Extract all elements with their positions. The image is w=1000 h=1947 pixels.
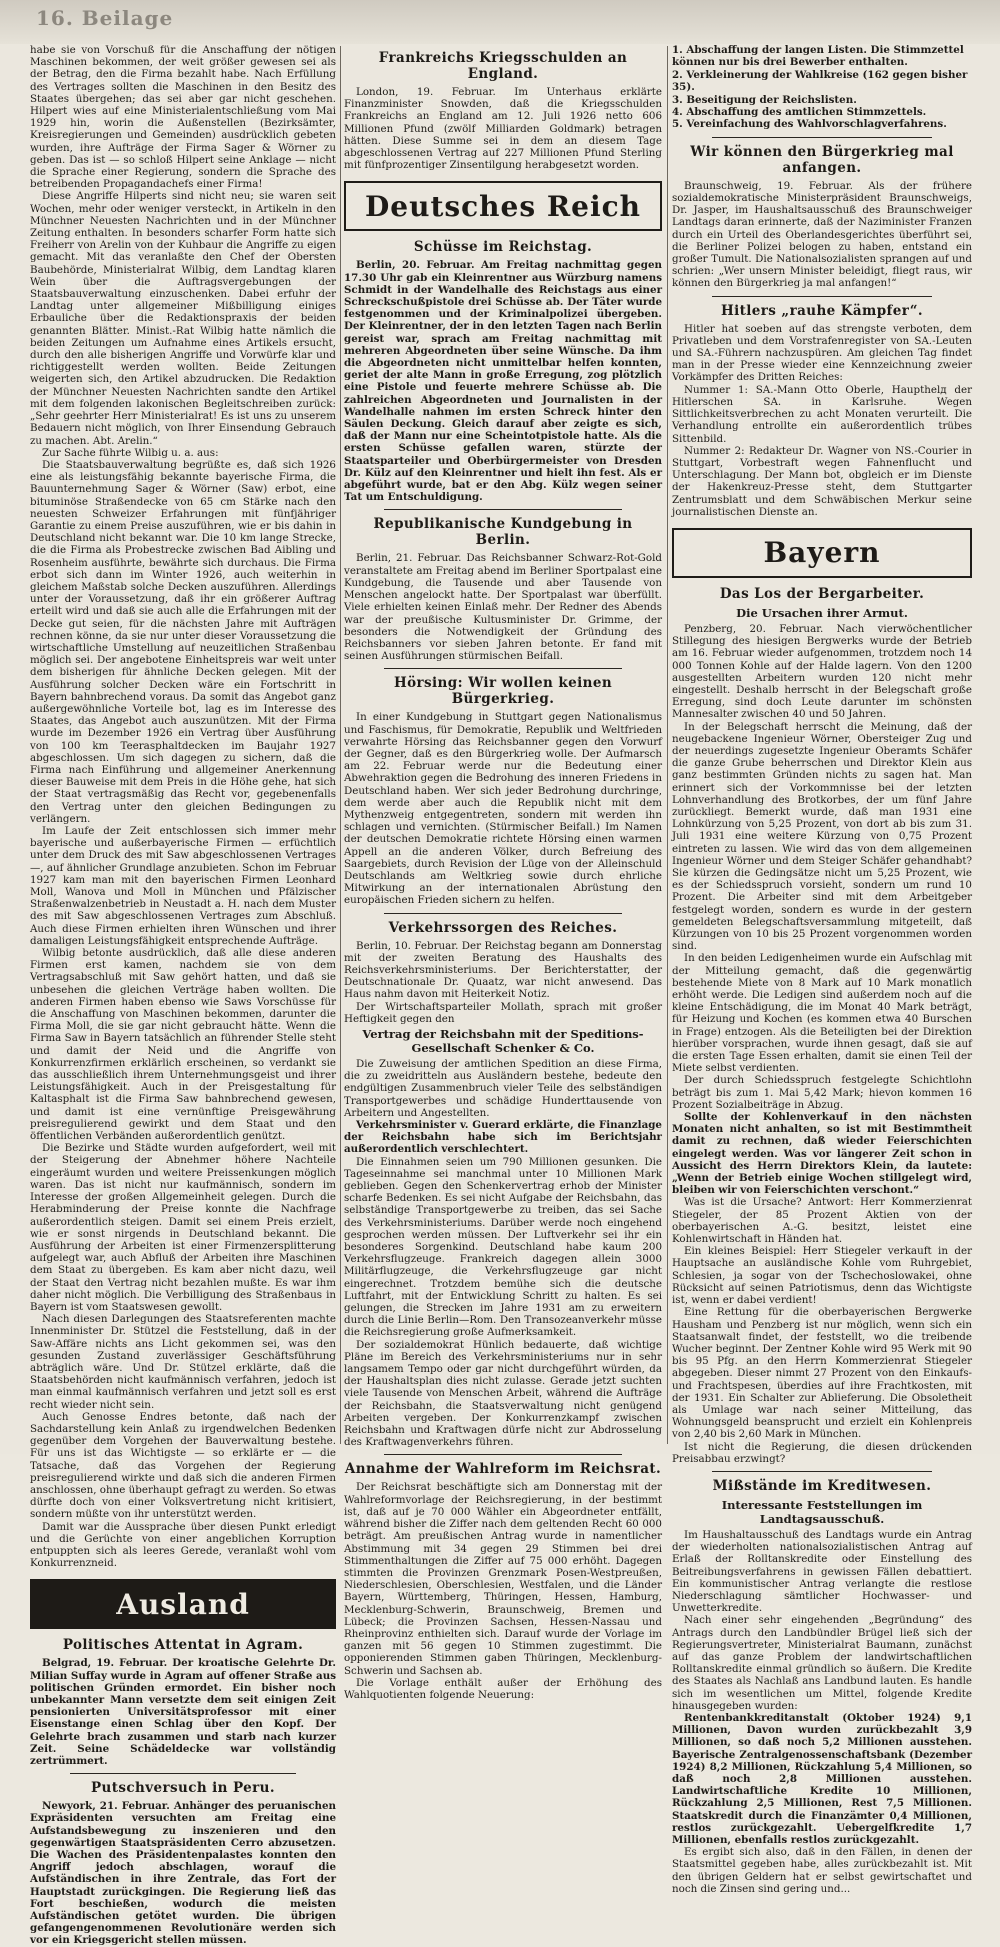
column-rule-2 xyxy=(667,46,668,1444)
paragraph: Nach diesen Darlegungen des Staatsreferenten machte Innenminister Dr. Stützel die Feststellung, daß in der Saw-Affäre nichts ans Licht gekommen sei, was den gesunden Zustand zuverlässiger Geschäftsführung abträglich wäre. Und Dr. Stützel erklärte, daß die Staatsbehörden nicht kaufmännisch verfahren, jedoch ist man einmal kaufmännisch verfahren und jetzt soll es erst recht wieder nicht sein. xyxy=(30,1313,336,1411)
paragraph: Auch Genosse Endres betonte, daß nach der Sachdarstellung kein Anlaß zu irgendwelchen Bedenken gegenüber dem Vorgehen der Bauverwaltung bestehe. Für uns ist das Wichtigste — so erklärte er — die Tatsache, daß das Vorgehen der Regierung preisregulierend wirkte und daß sich die anderen Firmen anschlossen, ohne überhaupt gefragt zu werden. So etwas dürfte doch von einer Volksvertretung nicht kritisiert, sondern müßte von ihr unterstützt werden. xyxy=(30,1410,336,1521)
section-heading-deutsches-reich: Deutsches Reich xyxy=(344,181,662,231)
headline-buergerkrieg: Wir können den Bürgerkrieg mal anfangen. xyxy=(690,143,954,176)
list-item: 4. Abschaffung des amtlichen Stimmzettels. xyxy=(672,106,927,119)
hoersing-article xyxy=(344,711,662,906)
headline-bergarbeiter: Das Los der Bergarbeiter. xyxy=(719,585,925,602)
subheadline-ursachen: Die Ursachen ihrer Armut. xyxy=(736,605,908,620)
paragraph: Die Vorlage enthält außer der Erhöhung des Wahlquotienten folgende Neuerung: xyxy=(344,1676,662,1701)
paragraph: Der Reichsrat beschäftigte sich am Donnerstag mit der Wahlreformvorlage der Reichsregierung, in der bestimmt ist, daß auf je 70 000 Wähler ein Abgeordneter entfällt, während bisher die Ziffer nach dem geltenden Recht 60 000 beträgt. Am preußischen Antrag wurde in namentlicher Abstimmung mit 34 gegen 29 Stimmen bei drei Stimmenthaltungen die Ziffer auf 75 000 erhöht. Dagegen stimmten die Provinzen Grenzmark Posen-Westpreußen, Niederschlesien, Oberschlesien, Westfalen, und die Länder Bayern, Württemberg, Thüringen, Hessen, Hamburg, Mecklenburg-Schwerin, Braunschweig, Bremen und Lübeck; die Provinzen Sachsen, Hessen-Nassau und Rheinprovinz enthielten sich. Darauf wurde der Vorlage im ganzen mit 56 gegen 10 Stimmen zugestimmt. Die opponierenden Stimmen gaben Thüringen, Mecklenburg-Schwerin und Sachsen ab. xyxy=(344,1481,662,1677)
paragraph: Der Wirtschaftsparteiler Mollath, sprach mit großer Heftigkeit gegen den xyxy=(344,1000,662,1025)
list-item: 3. Beseitigung der Reichslisten. xyxy=(672,93,857,106)
paragraph: London, 19. Februar. Im Unterhaus erklärte Finanzminister Snowden, daß die Kriegsschulden Frankreichs an England am 12. Juli 1926 netto 606 Millionen Pfund (zwölf Milliarden Goldmark) betragen hätten. Diese Summe sei in dem an diesem Tage abgeschlossenen Vertrag auf 227 Millionen Pfund Sterling mit fünfprozentiger Zinsentilgung herabgesetzt worden. xyxy=(344,86,662,172)
paragraph: In den beiden Ledigenheimen wurde ein Aufschlag mit der Mitteilung gemacht, daß die gegenwärtig bestehende Miete von 8 Mark auf 10 Mark monatlich erhöht werde. Die Ledigen sind außerdem noch auf die kleine Entschädigung, die im Monat 40 Mark beträgt, für Heizung und Kochen (es kommen etwa 40 Burschen in Frage) entzogen. Als die Beteiligten bei der Direktion hierüber vorsprachen, wurde ihnen gesagt, daß sie auf die ersten Tage Essen erhalten, damit sie einen Teil der Miete selbst verdienten. xyxy=(672,952,972,1075)
paragraph: Sollte der Kohlenverkauf in den nächsten Monaten nicht anhalten, so ist mit Bestimmtheit damit zu rechnen, daß wieder Feierschichten eingelegt werden. Was vor längerer Zeit schon in Aussicht des Herrn Direktors Klein, da lautete: „Wenn der Betrieb einige Wochen stillgelegt wird, bleiben wir von Feierschichten verschont.“ xyxy=(672,1111,972,1197)
peru-article xyxy=(30,1800,336,1946)
headline-agram: Politisches Attentat in Agram. xyxy=(62,1637,304,1654)
headline-kreditwesen: Mißstände im Kreditwesen. xyxy=(712,1477,932,1494)
paragraph: Wilbig betonte ausdrücklich, daß alle diese anderen Firmen erst kamen, nachdem sie von dem Vertragsabschluß mit Saw gehört hatten, und daß sie unbesehen die gleichen Verträge haben wollten. Die anderen Firmen haben ebenso wie Saws Vorschüsse für die Anschaffung von Maschinen bekommen, darunter die Firma Moll, die sie gar nicht gebraucht hätte. Wenn die Firma Saw in Bayern tatsächlich an führender Stelle steht und damit der Neid und die Angriffe von Konkurrenzfirmen erklärlich erscheinen, so verdankt sie das ausschließlich ihrem Unternehmungsgeist und ihrer Leistungsfähigkeit. Auch in der Preisgestaltung für Kaltasphalt ist die Firma Saw bahnbrechend gewesen, und damit ist eine vernünftige Preisgewährung preisregulierend gewirkt und dem Staat und den öffentlichen Verbänden außerordentlich genützt. xyxy=(30,947,336,1143)
section-heading-ausland: Ausland xyxy=(30,1579,336,1629)
divider xyxy=(384,509,622,510)
subheadline-feststellungen: Interessante Feststellungen im Landtagsausschuß. xyxy=(721,1497,923,1526)
kundgebung-article xyxy=(344,552,662,662)
page-top-strip xyxy=(0,0,1000,44)
paragraph: Hitler hat soeben auf das strengste verboten, dem Privatleben und dem Vorstrafenregister von SA.-Leuten und SA.-Führern nachzuspüren. Am gleichen Tag findet man in der Presse wieder eine Kennzeichnung zweier Vorkämpfer des Dritten Reiches: xyxy=(672,322,972,384)
headline-kaempfer: Hitlers „rauhe Kämpfer“. xyxy=(720,302,924,319)
paragraph: Die Staatsbauverwaltung begrüßte es, daß sich 1926 eine als leistungsfähig bekannte bayerische Firma, die Bauunternehmung Sager & Wörner (Saw) erbot, eine bituminöse Straßendecke von 65 cm Stärke nach den neuesten Schweizer Erfahrungen mit fünfjähriger Garantie zu einem Preise auszuführen, wie er bis dahin in Deutschland nicht bekannt war. Die 10 km lange Strecke, die die Firma als Probestrecke zwischen Bad Aibling und Rosenheim ausführte, bewährte sich durchaus. Die Firma erbot sich dann im Winter 1926, auch weiterhin in gleichem Maßstab solche Decken auszuführen. Allerdings unter der Voraussetzung, daß ihr ein größerer Auftrag erteilt wird und daß sie auch alle die Erfahrungen mit der Decke gut seien, für die nächsten Jahre mit Aufträgen rechnen könne, da sie nur unter dieser Voraussetzung die wirtschaftliche Umstellung auf neuzeitlichen Straßenbau möglich sei. Der angebotene Einheitspreis war weit unter dem bisherigen für ähnliche Decken gelegen. Mit der Ausführung solcher Decken wäre ein Fortschritt in Bayern bahnbrechend voraus. Da somit das Angebot ganz außergewöhnliche Vorteile bot, lag es im Interesse des Staates, das Angebot auch auszunützen. Mit der Firma wurde im Dezember 1926 ein Vertrag über Ausführung von 100 km Teerasphaltdecken im Baujahr 1927 abgeschlossen. Um sich dagegen zu sichern, daß die Firma nach Einführung und allgemeiner Anerkennung dieser Bauweise mit dem Preis in die Höhe gehe, hat sich der Staat vertragsmäßig das Recht vor, gegebenenfalls den Vertrag unter den gleichen Bedingungen zu verlängern. xyxy=(30,458,336,825)
paragraph: Nach einer sehr eingehenden „Begründung“ des Antrags durch den Landbündler Brügel ließ sich der Regierungsvertreter, Ministerialrat Baumann, zunächst auf das ganze Problem der landwirtschaftlichen Rolltanskredite einmal gründlich so äußern. Die Kredite des Staates als Nachlaß ans Landbund lauten. Es handle sich im wesentlichen um Mittel, folgende Kredite hinausgegeben wurden: xyxy=(672,1614,972,1712)
paragraph: Eine Rettung für die oberbayerischen Bergwerke Hausham und Penzberg ist nur möglich, wenn sich ein Staatsanwalt findet, der feststellt, wo die treibende Wucher beginnt. Der Zentner Kohle wird 95 Werk mit 90 bis 95 Pfg. an den Herrn Kommerzienrat Stiegeler abgegeben. Dieser nimmt 27 Prozent von den Einkaufs- und Frachtspesen, überdies auf ihre Frachtkosten, mit der 1931. Ein Schalter zur Ablieferung. Die Obsoletheit als Umlage war nach seiner Mitteilung, das Wohnungsgeld beansprucht und erzielt ein Kohlenpreis von 2,40 bis 2,60 Mark in München. xyxy=(672,1306,972,1441)
paragraph: Der durch Schiedsspruch festgelegte Schichtlohn beträgt bis zum 1. Mai 5,42 Mark; hievon kommen 16 Prozent Sozialbeiträge in Abzug. xyxy=(672,1074,972,1111)
column-rule-1 xyxy=(340,46,341,1444)
paragraph: Penzberg, 20. Februar. Nach vierwöchentlicher Stillegung des hiesigen Bergwerks wurde der Betrieb am 16. Februar wieder aufgenommen, trotzdem noch 14 000 Tonnen Kohle auf der Halde lagern. Von den 1200 ausgestellten Arbeitern wurden 120 nicht mehr eingestellt. Deshalb herrscht in der Belegschaft große Erregung, sind doch Leute darunter im schönsten Mannesalter zwischen 40 und 50 Jahren. xyxy=(672,622,972,721)
verkehr-article-cont xyxy=(344,1058,662,1449)
paragraph: Es ergibt sich also, daß in den Fällen, in denen der Staatsmittel gegeben habe, alles zurückbezahlt ist. Mit den übrigen Geldern hat er selbst gewirtschaftet und noch die Zinsen sind gering und... xyxy=(672,1846,972,1895)
list-item: 2. Verkleinerung der Wahlkreise (162 gegen bisher 35). xyxy=(672,68,968,94)
wahlreform-list xyxy=(672,44,972,131)
paragraph: Zur Sache führte Wilbig u. a. aus: xyxy=(42,446,219,459)
verkehr-article xyxy=(344,940,662,1025)
kreditwesen-article xyxy=(672,1529,972,1895)
column-1 xyxy=(30,44,336,1947)
paragraph: Nummer 2: Redakteur Dr. Wagner von NS.-Courier in Stuttgart, Vorbestraft wegen Fahnenflucht und Unterschlagung. Der Mann bot, obgleich er im Dienste der Hakenkreuz-Presse steht, dem Stuttgarter Zentrumsblatt und dem Schwäbischen Merkur seine journalistischen Dienste an. xyxy=(672,444,972,518)
column-3 xyxy=(672,44,972,1895)
headline-peru: Putschversuch in Peru. xyxy=(91,1780,275,1797)
headline-england: Frankreichs Kriegsschulden an England. xyxy=(378,50,628,82)
divider xyxy=(712,296,932,297)
england-article xyxy=(344,86,662,171)
headline-wahlreform: Annahme der Wahlreform im Reichsrat. xyxy=(344,1461,662,1478)
paragraph: Ein kleines Beispiel: Herr Stiegeler verkauft in der Hauptsache an ausländische Kohle vom Ruhrgebiet, Schlesien, ja sogar von der Tschechoslowakei, ohne Rücksicht auf seinen Patriotismus, denn das Wichtigste ist, wenn er dabei verdient! xyxy=(672,1245,972,1307)
paragraph: Was ist die Ursache? Antwort: Herr Kommerzienrat Stiegeler, der 85 Prozent Aktien von der oberbayerischen A.-G. besitzt, leistet eine Kohlenwirtschaft in Händen hat. xyxy=(672,1196,972,1246)
paragraph: In der Belegschaft herrscht die Meinung, daß der neugebackene Ingenieur Wörner, Obersteiger Zug und der neuerdings zugesetzte Ingenieur Oberamts Schäfer die ganze Grube beherrschen und Direktor Klein aus ganz bestimmten Gründen nichts zu sagen hat. Man erinnert sich der Vorkommnisse bei der letzten Lohnverhandlung des Brotkorbes, der um fünf Jahre zurückliegt. Bemerkt wurde, daß man 1931 eine Lohnkürzung von 5,25 Prozent, von dort ab bis zum 31. Juli 1931 eine weitere Kürzung von 0,75 Prozent eintreten zu lassen. Wie wird das von dem allgemeinen Ingenieur Wörner und dem Steiger Schäfer gehandhabt? Sie kürzen die Gedingsätze nicht um 5,25 Prozent, wie es der Schiedsspruch vorsieht, sondern um rund 10 Prozent. Die Arbeiter sind mit dem Arbeitgeber festgelegt worden, sondern es wurde in der gestern gemeldeten Belegschaftsversammlung mitgeteilt, daß Kürzungen von 10 bis 25 Prozent vorgenommen worden sind. xyxy=(672,720,972,953)
agram-article xyxy=(30,1657,336,1767)
subheadline-schenker: Vertrag der Reichsbahn mit der Speditions-Gesellschaft Schenker & Co. xyxy=(362,1026,644,1055)
paragraph: Berlin, 10. Februar. Der Reichstag begann am Donnerstag mit der zweiten Beratung des Haushalts des Reichsverkehrsministeriums. Der Berichterstatter, der Deutschnationale Dr. Quaatz, war nicht anwesend. Das Haus nahm davon mit Heiterkeit Notiz. xyxy=(344,939,662,1001)
headline-kundgebung: Republikanische Kundgebung in Berlin. xyxy=(373,516,633,549)
wahlreform-article xyxy=(344,1481,662,1701)
paragraph: Newyork, 21. Februar. Anhänger des peruanischen Expräsidenten versuchten am Freitag eine Aufstandsbewegung zu inszenieren und den gegenwärtigen Staatspräsidenten Cerro abzusetzen. Die Wachen des Präsidentenpalastes konnten den Angriff jedoch abschlagen, worauf die Aufständischen in ihre Zentrale, das Fort der Hauptstadt zurückgingen. Die Regierung ließ das Fort beschießen, wodurch die meisten Aufständischen getötet wurden. Die übrigen gefangengenommenen Revolutionäre werden sich vor ein Kriegsgericht stellen müssen. xyxy=(30,1800,336,1947)
paragraph: Berlin, 21. Februar. Das Reichsbanner Schwarz-Rot-Gold veranstaltete am Freitag abend im Berliner Sportpalast eine Kundgebung, die Tausende und aber Tausende von Menschen angelockt hatte. Der Sportpalast war überfüllt. Viele erhielten keinen Einlaß mehr. Der Redner des Abends war der preußische Kultusminister Dr. Grimme, der besonders die Notwendigkeit der Gründung des Reichsbanners vor sieben Jahren betonte. Er fand mit seinen Ausführungen stürmischen Beifall. xyxy=(344,552,662,663)
paragraph: Im Haushaltausschuß des Landtags wurde ein Antrag der wiederholten nationalsozialistischen Antrag auf Erlaß der Rolltanskredite oder Einstellung des Beitreibungsverfahrens in gewissen Fällen debattiert. Ein kommunistischer Antrag verlangte die restlose Niederschlagung sämtlicher Hochwasser- und Unwetterkredite. xyxy=(672,1528,972,1615)
paragraph: Ist nicht die Regierung, die diesen drückenden Preisabbau erzwingt? xyxy=(672,1440,972,1465)
paragraph: Nummer 1: SA.-Mann Otto Oberle, Haupthelд der Hitlerschen SA. in Karlsruhe. Wegen Sittlichkeitsverbrechen zu acht Monaten verurteilt. Die Verhandlung entrollte ein außerordentlich trübes Sittenbild. xyxy=(672,383,972,445)
kaempfer-article xyxy=(672,323,972,518)
paragraph: Im Laufe der Zeit entschlossen sich immer mehr bayerische und außerbayerische Firmen — erfüchtlich unter dem Druck des mit Saw abgeschlossenen Vertrages —, auf ähnlicher Grundlage anzubieten. Schon im Februar 1927 kam man mit den bayerischen Firmen Leonhard Moll, Wanova und Moll in München und Pfälzischer Straßenwalzenbetrieb in Neustadt a. H. nach dem Muster des mit Saw abgeschlossenen Vertrages zum Abschluß. Auch diese Firmen erhielten ihren Wünschen und ihrer damaligen Leistungsfähigkeit entsprechende Aufträge. xyxy=(30,825,336,947)
buergerkrieg-article xyxy=(672,180,972,290)
paragraph: Verkehrsminister v. Guerard erklärte, die Finanzlage der Reichsbahn habe sich im Berichtsjahr außerordentlich verschlechtert. xyxy=(344,1119,662,1156)
headline-verkehr: Verkehrssorgen des Reiches. xyxy=(388,919,618,936)
headline-hoersing: Hörsing: Wir wollen keinen Bürgerkrieg. xyxy=(393,675,613,708)
running-head: 16. Beilage xyxy=(36,6,174,30)
paragraph: Die Einnahmen seien um 790 Millionen gesunken. Die Tageseinnahme sei manchmal unter 10 Millionen Mark geblieben. Gegen den Schenkervertrag erhob der Minister scharfe Bedenken. Es sei nicht Aufgabe der Reichsbahn, das selbständige Transportgewerbe zu treiben, das sei Sache des Verkehrsministeriums. Darüber werde noch eingehend gesprochen werden müssen. Der Luftverkehr sei ihr ein besonderes Sorgenkind. Deutschland habe kaum 200 Verkehrsflugzeuge. Frankreich dagegen allein 3000 Militärflugzeuge, die Verkehrsflugzeuge gar nicht eingerechnet. Trotzdem bemühe sich die deutsche Luftfahrt, mit der Entwicklung Schritt zu halten. Es sei gelungen, die Strecken im Jahre 1931 am zu erweitern durch die Linie Berlin—Rom. Den Transozeanverkehr müsse die Reichsregierung große Aufmerksamkeit. xyxy=(344,1155,662,1339)
saw-article-body xyxy=(30,44,336,1569)
paragraph: In einer Kundgebung in Stuttgart gegen Nationalismus und Faschismus, für Demokratie, Republik und Weltfrieden verwahrte Hörsing das Reichsbanner gegen den Vorwurf der Gegner, daß es den Bürgerkrieg wolle. Der Aufmarsch am 22. Februar werde nur die Bedeutung einer Abwehraktion gegen die Bedrohung des inneren Friedens in Deutschland haben. Wer sich jeder Bedrohung durchringe, dem werde aber auch die Republik nicht mit dem Mythenzweig entgegentreten, sondern mit werden ihn schlagen und vernichten. (Stürmischer Beifall.) Im Namen der deutschen Demokratie richtete Hörsing einen warmen Appell an die anderen Völker, durch Befreiung des Saargebiets, durch Revision der Lüge von der Alleinschuld Deutschlands am Weltkrieg sowie durch ehrliche Mitwirkung an der internationalen Abrüstung den europäischen Frieden sichern zu helfen. xyxy=(344,711,662,907)
paragraph: Belgrad, 19. Februar. Der kroatische Gelehrte Dr. Milian Suffay wurde in Agram auf offener Straße aus politischen Gründen ermordet. Ein bisher noch unbekannter Mann versetzte dem seit einigen Zeit pensionierten Universitätsprofessor mit einer Eisenstange einen Schlag über den Kopf. Der Gelehrte brach zusammen und starb nach kurzer Zeit. Seine Schädeldecke war vollständig zertrümmert. xyxy=(30,1657,336,1768)
divider xyxy=(384,913,622,914)
section-heading-bayern: Bayern xyxy=(672,528,972,578)
headline-schuesse: Schüsse im Reichstag. xyxy=(413,239,593,256)
divider xyxy=(712,1471,932,1472)
divider xyxy=(712,137,932,138)
divider xyxy=(384,1454,622,1455)
paragraph: Die Bezirke und Städte wurden aufgefordert, weil mit der Steigerung der Abnehmer höhere Nachteile eingeräumt wurden und weitere Preissenkungen möglich waren. Das ist nicht nur kaufmännisch, sondern im Interesse der großen Allgemeinheit gelegen. Durch die Herabminderung der Preise konnte die Nachfrage außerordentlich steigen. Damit sei einem Preis erzielt, wie er sonst nirgends in Deutschland bekannt. Die Ausführung der Arbeiten ist einer Firmenzersplitterung aufgelegt war, auch Abfluß der Arbeiten ihre Maschinen dem Staat zu übergeben. Es kam aber nicht dazu, weil der Staat den Vertrag nicht bezahlen mußte. Es war ihm daher nicht möglich. Die Verbilligung des Straßenbaus in Bayern ist vom Staatswesen gewollt. xyxy=(30,1142,336,1313)
paragraph: Braunschweig, 19. Februar. Als der frühere sozialdemokratische Ministerpräsident Braunschweigs, Dr. Jasper, im Haushaltsausschuß des Braunschweiger Landtags daran erinnerte, daß der Naziminister Franzen durch ein Urteil des Oberlandesgerichtes überführt sei, die Berliner Polizei belogen zu haben, entstand ein großer Tumult. Die Nationalsozialisten sprangen auf und schrien: „Wer unsern Minister beleidigt, fliegt raus, wir können den Bürgerkrieg ja mal anfangen!“ xyxy=(672,179,972,290)
paragraph: Berlin, 20. Februar. Am Freitag nachmittag gegen 17.30 Uhr gab ein Kleinrentner aus Würzburg namens Schmidt in der Wandelhalle des Reichstags aus einer Schreckschußpistole drei Schüsse ab. Der Täter wurde festgenommen und der Kriminalpolizei übergeben. Der Kleinrentner, der in den letzten Tagen nach Berlin gereist war, sprach am Freitag nachmittag mit mehreren Abgeordneten über seine Wünsche. Da ihm die Abgeordneten nicht unmittelbar helfen konnten, geriet der alte Mann in große Erregung, zog plötzlich eine Pistole und feuerte mehrere Schüsse ab. Die zahlreichen Abgeordneten und Journalisten in der Wandelhalle nahmen im ersten Schreck hinter den Säulen Deckung. Gleich darauf aber zeigte es sich, daß der Mann nur eine Scheintotpistole hatte. Als die ersten Schüsse gefallen waren, stürzte der Staatsparteiler und Oberbürgermeister von Dresden Dr. Külz auf den Kleinrentner und hielt ihn fest. Als er abgeführt wurde, bat er den Abg. Külz wegen seiner Tat um Entschuldigung. xyxy=(344,259,662,504)
paragraph: Diese Angriffe Hilperts sind nicht neu; sie waren seit Wochen, mehr oder weniger versteckt, in Artikeln in den Münchner Neuesten Nachrichten und in der Münchner Zeitung enthalten. In besonders scharfer Form hatte sich Freiherr von Arelin von der Kuhbaur die Angriffe zu eigen gemacht. Mit das veranlaßte den Chef der Obersten Baubehörde, Ministerialrat Wilbig, dem Landtag klaren Wein über die Auftragsvergebungen der Staatsbauverwaltung einzuschenken. Dabei erfuhr der Landtag unter allgemeiner Mißbilligung einiges Erbauliche über die Redaktionspraxis der beiden genannten Blätter. Minist.-Rat Wilbig hatte nämlich die beiden Zeitungen um Aufnahme eines Artikels ersucht, durch den alle bisherigen Angriffe und Vorwürfe klar und richtiggestellt werden wollten. Beide Zeitungen weigerten sich, den Artikel abzudrucken. Die Redaktion der Münchner Neuesten Nachrichten sandte den Artikel mit dem folgenden lakonischen Begleitschreiben zurück: „Sehr geehrter Herr Ministerialrat! Es ist uns zu unserem Bedauern nicht möglich, von Ihrer Einsendung Gebrauch zu machen. Abt. Arelin.“ xyxy=(30,190,336,447)
bergarbeiter-article xyxy=(672,623,972,1465)
paragraph: Damit war die Aussprache über diesen Punkt erledigt und die Gerüchte von einer angeblichen Korruption entpuppten sich als leeres Gerede, veranlaßt wohl vom Konkurrenzneid. xyxy=(30,1520,336,1570)
divider xyxy=(384,668,622,669)
schuesse-article xyxy=(344,259,662,503)
paragraph: Rentenbankkreditanstalt (Oktober 1924) 9,1 Millionen, Davon wurden zurückbezahlt 3,9 Millionen, so daß noch 5,2 Millionen ausstehen. Bayerische Zentralgenossenschaftsbank (Dezember 1924) 8,2 Millionen, Rückzahlung 5,4 Millionen, so daß noch 2,8 Millionen ausstehen. Landwirtschaftliche Kredite 10 Millionen, Rückzahlung 2,5 Millionen, Rest 7,5 Millionen. Staatskredit durch die Finanzämter 0,4 Millionen, restlos zurückgezahlt. Uebergelfkredite 1,7 Millionen, ebenfalls restlos zurückgezahlt. xyxy=(672,1711,972,1847)
paragraph: habe sie von Vorschuß für die Anschaffung der nötigen Maschinen bekommen, der weit größer gewesen sei als der Betrag, den die Firma bezahlt habe. Nach Erfüllung des Vertrages sollten die Maschinen in den Besitz des Staates übergehen; das sei aber gar nicht geschehen. Hilpert wies auf eine Ministerialentschließung vom Mai 1929 hin, worin die Außenstellen (Bezirksämter, Kreisregierungen und Gemeinden) ausdrücklich gebeten wurden, ihre Aufträge der Firma Sager & Wörner zu geben. Das ist — so schloß Hilpert seine Anklage — nicht die Sprache einer Regierung, sondern die Sprache des betreibenden Propagandachefs einer Firma! xyxy=(30,44,336,191)
paragraph: Die Zuweisung der amtlichen Spedition an diese Firma, die zu zweidritteln aus Ausländern bestehe, bedeute den endgültigen Zusammenbruch vieler Teile des selbständigen Transportgewerbes und schädige Hunderttausende von Arbeitern und Angestellten. xyxy=(344,1057,662,1119)
list-item: 1. Abschaffung der langen Listen. Die Stimmzettel können nur bis drei Bewerber enthalten. xyxy=(672,44,964,69)
column-2 xyxy=(344,44,662,1701)
divider xyxy=(70,1773,296,1774)
list-item: 5. Vereinfachung des Wahlvorschlagverfahrens. xyxy=(672,118,947,131)
paragraph: Der sozialdemokrat Hünlich bedauerte, daß wichtige Pläne im Bereich des Verkehrsministeriums nur in sehr langsamem Tempo oder gar nicht durchgeführt würden, da der Haushaltsplan dies nicht zulasse. Gerade jetzt suchten viele Tausende von Menschen Arbeit, während die Aufträge der Reichsbahn, die Staatsverwaltung nicht genügend Arbeiten vergeben. Der Konkurrenzkampf zwischen Reichsbahn und Kraftwagen dürfe nicht zur Abdrosselung des Kraftwagenverkehrs führen. xyxy=(344,1338,662,1449)
